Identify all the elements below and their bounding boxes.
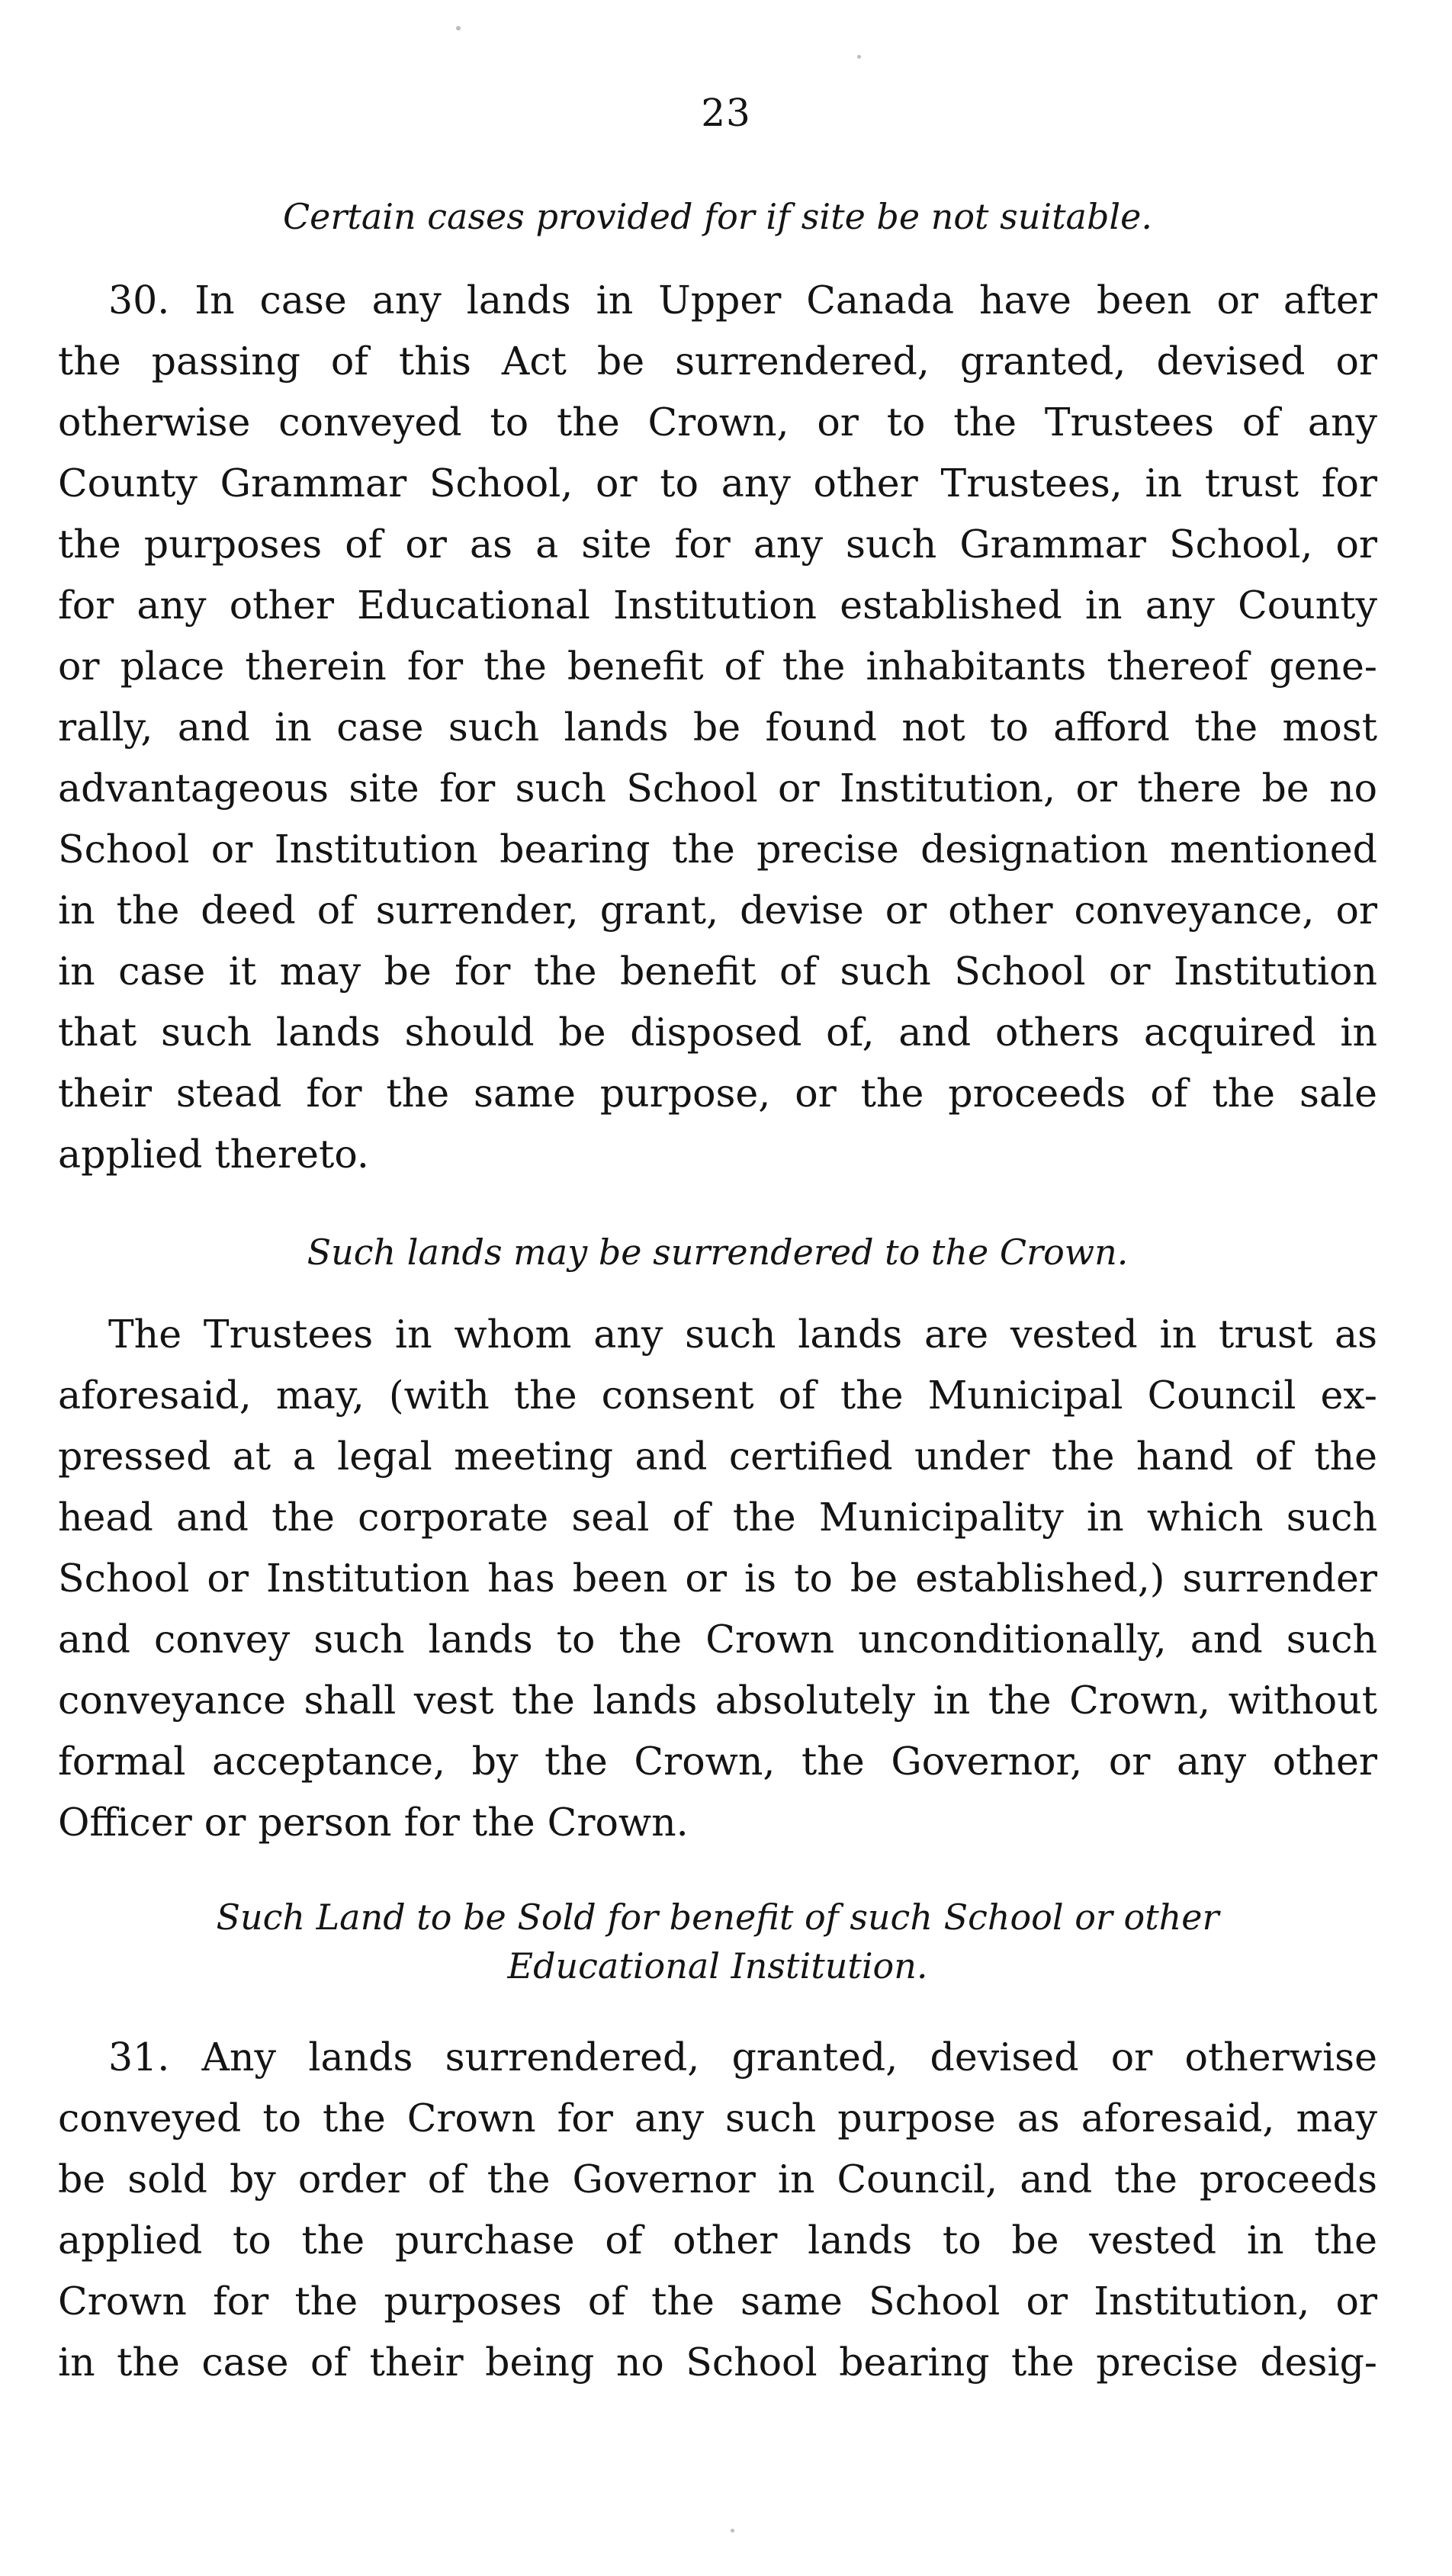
text-line: applied to the purchase of other lands to be vested in the — [58, 2218, 1377, 2263]
section-3-heading-line-2: Educational Institution. — [507, 1945, 928, 1987]
text-line: rally, and in case such lands be found not to afford the most — [58, 705, 1377, 750]
text-line: applied thereto. — [58, 1132, 369, 1177]
text-line: School or Institution bearing the precise designation mentioned — [58, 827, 1377, 872]
text-line: Officer or person for the Crown. — [58, 1800, 689, 1845]
text-line: 31. Any lands surrendered, granted, devised or otherwise — [108, 2035, 1377, 2080]
text-line: aforesaid, may, (with the consent of the Municipal Council ex- — [58, 1373, 1377, 1418]
text-line: or place therein for the benefit of the inhabitants thereof gene- — [58, 644, 1377, 689]
text-line: the purposes of or as a site for any such Grammar School, or — [58, 522, 1377, 567]
text-line: conveyed to the Crown for any such purpose as aforesaid, may — [58, 2096, 1377, 2141]
section-2-body — [58, 1304, 1377, 1853]
text-line: and convey such lands to the Crown unconditionally, and such — [58, 1617, 1377, 1662]
section-2-heading: Such lands may be surrendered to the Crown. — [307, 1232, 1129, 1273]
text-line: for any other Educational Institution established in any County — [58, 583, 1377, 628]
text-line: head and the corporate seal of the Municipality in which such — [58, 1495, 1377, 1540]
text-line: pressed at a legal meeting and certified under the hand of the — [58, 1434, 1377, 1479]
text-line: County Grammar School, or to any other Trustees, in trust for — [58, 461, 1377, 506]
text-line: advantageous site for such School or Institution, or there be no — [58, 766, 1377, 811]
text-line: The Trustees in whom any such lands are vested in trust as — [108, 1312, 1377, 1357]
text-line: in case it may be for the benefit of such School or Institution — [58, 949, 1377, 994]
text-line: in the case of their being no School bearing the precise desig- — [58, 2340, 1377, 2385]
text-line: otherwise conveyed to the Crown, or to the Trustees of any — [58, 400, 1377, 445]
paragraph-trustees — [58, 1304, 1377, 1853]
section-1 — [58, 192, 1377, 241]
page-number: 23 — [701, 91, 751, 135]
paragraph-31 — [58, 2027, 1377, 2393]
text-line: their stead for the same purpose, or the proceeds of the sale — [58, 1071, 1377, 1116]
text-line: the passing of this Act be surrendered, granted, devised or — [58, 339, 1377, 384]
text-line: Crown for the purposes of the same School or Institution, or — [58, 2279, 1377, 2324]
text-line: conveyance shall vest the lands absolutely in the Crown, without — [58, 1678, 1377, 1723]
text-line: be sold by order of the Governor in Council, and the proceeds — [58, 2157, 1377, 2202]
section-2 — [58, 1228, 1377, 1277]
paper-speck — [731, 2529, 734, 2533]
section-3-heading-line-1: Such Land to be Sold for benefit of such School or other — [216, 1897, 1219, 1938]
paper-speck — [857, 55, 861, 59]
paragraph-30 — [58, 270, 1377, 1185]
text-line: in the deed of surrender, grant, devise or other conveyance, or — [58, 888, 1377, 933]
section-3 — [58, 1893, 1377, 1990]
text-line: formal acceptance, by the Crown, the Governor, or any other — [58, 1739, 1377, 1784]
section-3-body — [58, 2027, 1377, 2393]
paper-speck — [456, 26, 461, 31]
text-line: that such lands should be disposed of, and others acquired in — [58, 1010, 1377, 1055]
text-line: School or Institution has been or is to be established,) surrender — [58, 1556, 1377, 1601]
section-1-body — [58, 270, 1377, 1185]
section-1-heading: Certain cases provided for if site be not suitable. — [282, 196, 1152, 237]
text-line: 30. In case any lands in Upper Canada have been or after — [108, 278, 1377, 323]
